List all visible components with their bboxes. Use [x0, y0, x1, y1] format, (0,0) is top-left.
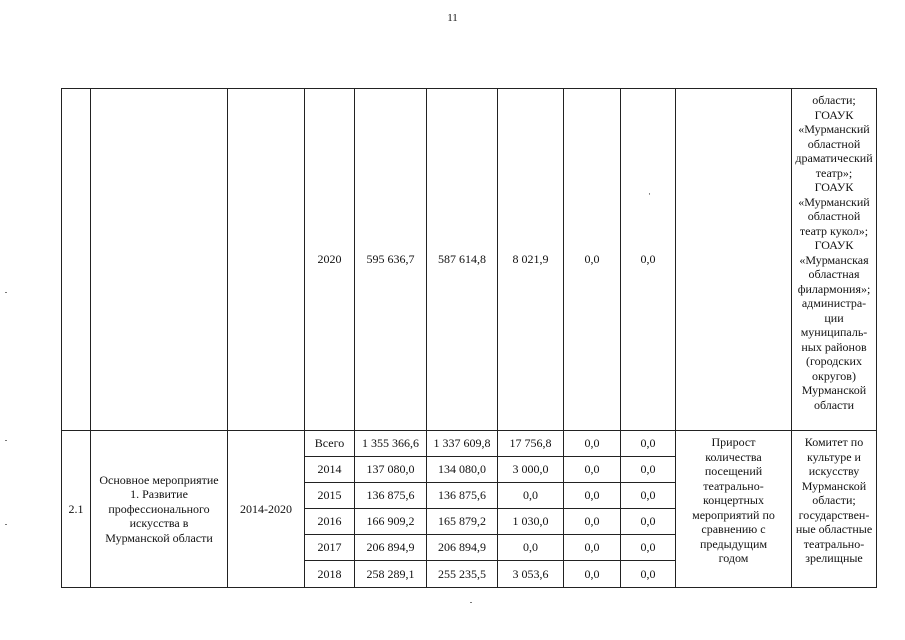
- executor-line: государствен-: [798, 507, 870, 522]
- executor-line: театрально-: [803, 536, 865, 551]
- cell-local-budget: 0,0: [564, 457, 621, 483]
- executor-line: ГОАУК: [814, 238, 854, 252]
- indicator-line: посещений: [704, 464, 763, 478]
- cell-federal-budget: 0,0: [498, 483, 564, 509]
- executor-line: Мурманской: [801, 478, 867, 493]
- executor-line: муниципаль-: [800, 325, 868, 339]
- executor-line: «Мурманский: [798, 122, 870, 136]
- indicator-line: сравнению с: [701, 522, 766, 536]
- executor-line: «Мурманский: [798, 194, 870, 209]
- activity-name-line: профессионального: [108, 501, 210, 516]
- executor-line: администра-: [801, 296, 867, 310]
- scan-tick-mark: [470, 602, 472, 603]
- executor-line: Комитет по: [804, 435, 864, 449]
- cell-activity-name: [91, 431, 228, 588]
- cell-total: 136 875,6: [355, 483, 427, 509]
- executor-line: области: [813, 397, 855, 412]
- cell-local-budget: 0,0: [564, 483, 621, 509]
- activity-name-line: Основное мероприятие: [99, 472, 219, 487]
- indicator-line: Прирост: [711, 435, 756, 449]
- stray-dot-mark: ·: [648, 189, 651, 199]
- cell-other-sources: 0,0: [621, 89, 676, 431]
- indicator-line: количества: [705, 449, 762, 464]
- executor-line: области;: [812, 493, 856, 507]
- cell-number: [62, 89, 91, 431]
- executors-list: [794, 93, 874, 412]
- cell-regional-budget: 587 614,8: [427, 89, 498, 431]
- cell-regional-budget: 206 894,9: [427, 535, 498, 561]
- cell-federal-budget: 8 021,9: [498, 89, 564, 431]
- cell-other-sources: 0,0: [621, 457, 676, 483]
- cell-total: 206 894,9: [355, 535, 427, 561]
- cell-total: 1 355 366,6: [355, 431, 427, 457]
- executor-line: округов): [812, 368, 856, 383]
- executor-line: (городских: [806, 354, 862, 368]
- cell-federal-budget: 3 053,6: [498, 561, 564, 588]
- cell-federal-budget: 1 030,0: [498, 509, 564, 535]
- indicator-line: годом: [718, 551, 749, 565]
- cell-total: 258 289,1: [355, 561, 427, 588]
- executor-line: ных районов: [801, 339, 867, 354]
- cell-year: 2017: [305, 535, 355, 561]
- indicator-line: мероприятий по: [692, 507, 775, 522]
- cell-local-budget: 0,0: [564, 535, 621, 561]
- cell-number: 2.1: [62, 431, 91, 588]
- cell-period: [228, 89, 305, 431]
- cell-activity-name: [91, 89, 228, 431]
- program-table: [61, 88, 877, 588]
- executor-line: искусству: [808, 464, 860, 478]
- executor-line: культуре и: [807, 449, 861, 464]
- cell-total: 166 909,2: [355, 509, 427, 535]
- cell-executors: [792, 89, 877, 431]
- cell-local-budget: 0,0: [564, 561, 621, 588]
- activity-name-line: 1. Развитие: [130, 487, 188, 502]
- cell-total: 595 636,7: [355, 89, 427, 431]
- indicator-line: концертных: [703, 493, 764, 507]
- scan-tick-mark: [5, 440, 7, 441]
- executor-line: «Мурманская: [799, 252, 869, 267]
- scan-tick-mark: [5, 524, 7, 525]
- indicator-line: театрально-: [703, 478, 764, 493]
- table-row-2020: [62, 89, 877, 431]
- cell-indicator: [676, 89, 792, 431]
- cell-indicator: [676, 431, 792, 588]
- cell-federal-budget: 17 756,8: [498, 431, 564, 457]
- executor-line: области;: [812, 93, 856, 107]
- cell-federal-budget: 0,0: [498, 535, 564, 561]
- executor-line: филармония»;: [797, 281, 871, 296]
- cell-regional-budget: 165 879,2: [427, 509, 498, 535]
- cell-period: 2014-2020: [228, 431, 305, 588]
- executor-line: областная: [808, 267, 860, 281]
- activity-name-line: искусства в: [129, 516, 189, 531]
- table-row-total: [62, 431, 877, 457]
- activity-name-line: Мурманской области: [105, 530, 213, 545]
- executor-line: ные областные: [795, 522, 873, 536]
- executor-line: ГОАУК: [814, 180, 854, 194]
- executor-line: театр»;: [815, 165, 853, 180]
- cell-federal-budget: 3 000,0: [498, 457, 564, 483]
- executor-line: областной: [807, 209, 861, 223]
- cell-regional-budget: 1 337 609,8: [427, 431, 498, 457]
- executor-line: зрелищные: [805, 551, 863, 565]
- cell-year: 2018: [305, 561, 355, 588]
- cell-year: 2016: [305, 509, 355, 535]
- executor-line: ции: [824, 310, 844, 325]
- cell-regional-budget: 255 235,5: [427, 561, 498, 588]
- cell-local-budget: 0,0: [564, 89, 621, 431]
- executor-line: ГОАУК: [814, 107, 854, 122]
- cell-executors: [792, 431, 877, 588]
- page-number: 11: [447, 12, 458, 24]
- cell-local-budget: 0,0: [564, 431, 621, 457]
- scan-tick-mark: [5, 292, 7, 293]
- cell-regional-budget: 134 080,0: [427, 457, 498, 483]
- executor-line: драматический: [795, 151, 873, 165]
- executor-line: областной: [807, 136, 861, 151]
- cell-year: Всего: [305, 431, 355, 457]
- cell-local-budget: 0,0: [564, 509, 621, 535]
- cell-other-sources: 0,0: [621, 509, 676, 535]
- cell-year: 2015: [305, 483, 355, 509]
- cell-regional-budget: 136 875,6: [427, 483, 498, 509]
- indicator-line: предыдущим: [699, 536, 768, 551]
- executor-line: Мурманской: [801, 383, 867, 397]
- cell-other-sources: 0,0: [621, 561, 676, 588]
- cell-other-sources: 0,0: [621, 483, 676, 509]
- cell-year: 2020: [305, 89, 355, 431]
- cell-other-sources: 0,0: [621, 431, 676, 457]
- cell-other-sources: 0,0: [621, 535, 676, 561]
- executor-line: театр кукол»;: [799, 223, 869, 238]
- cell-year: 2014: [305, 457, 355, 483]
- cell-total: 137 080,0: [355, 457, 427, 483]
